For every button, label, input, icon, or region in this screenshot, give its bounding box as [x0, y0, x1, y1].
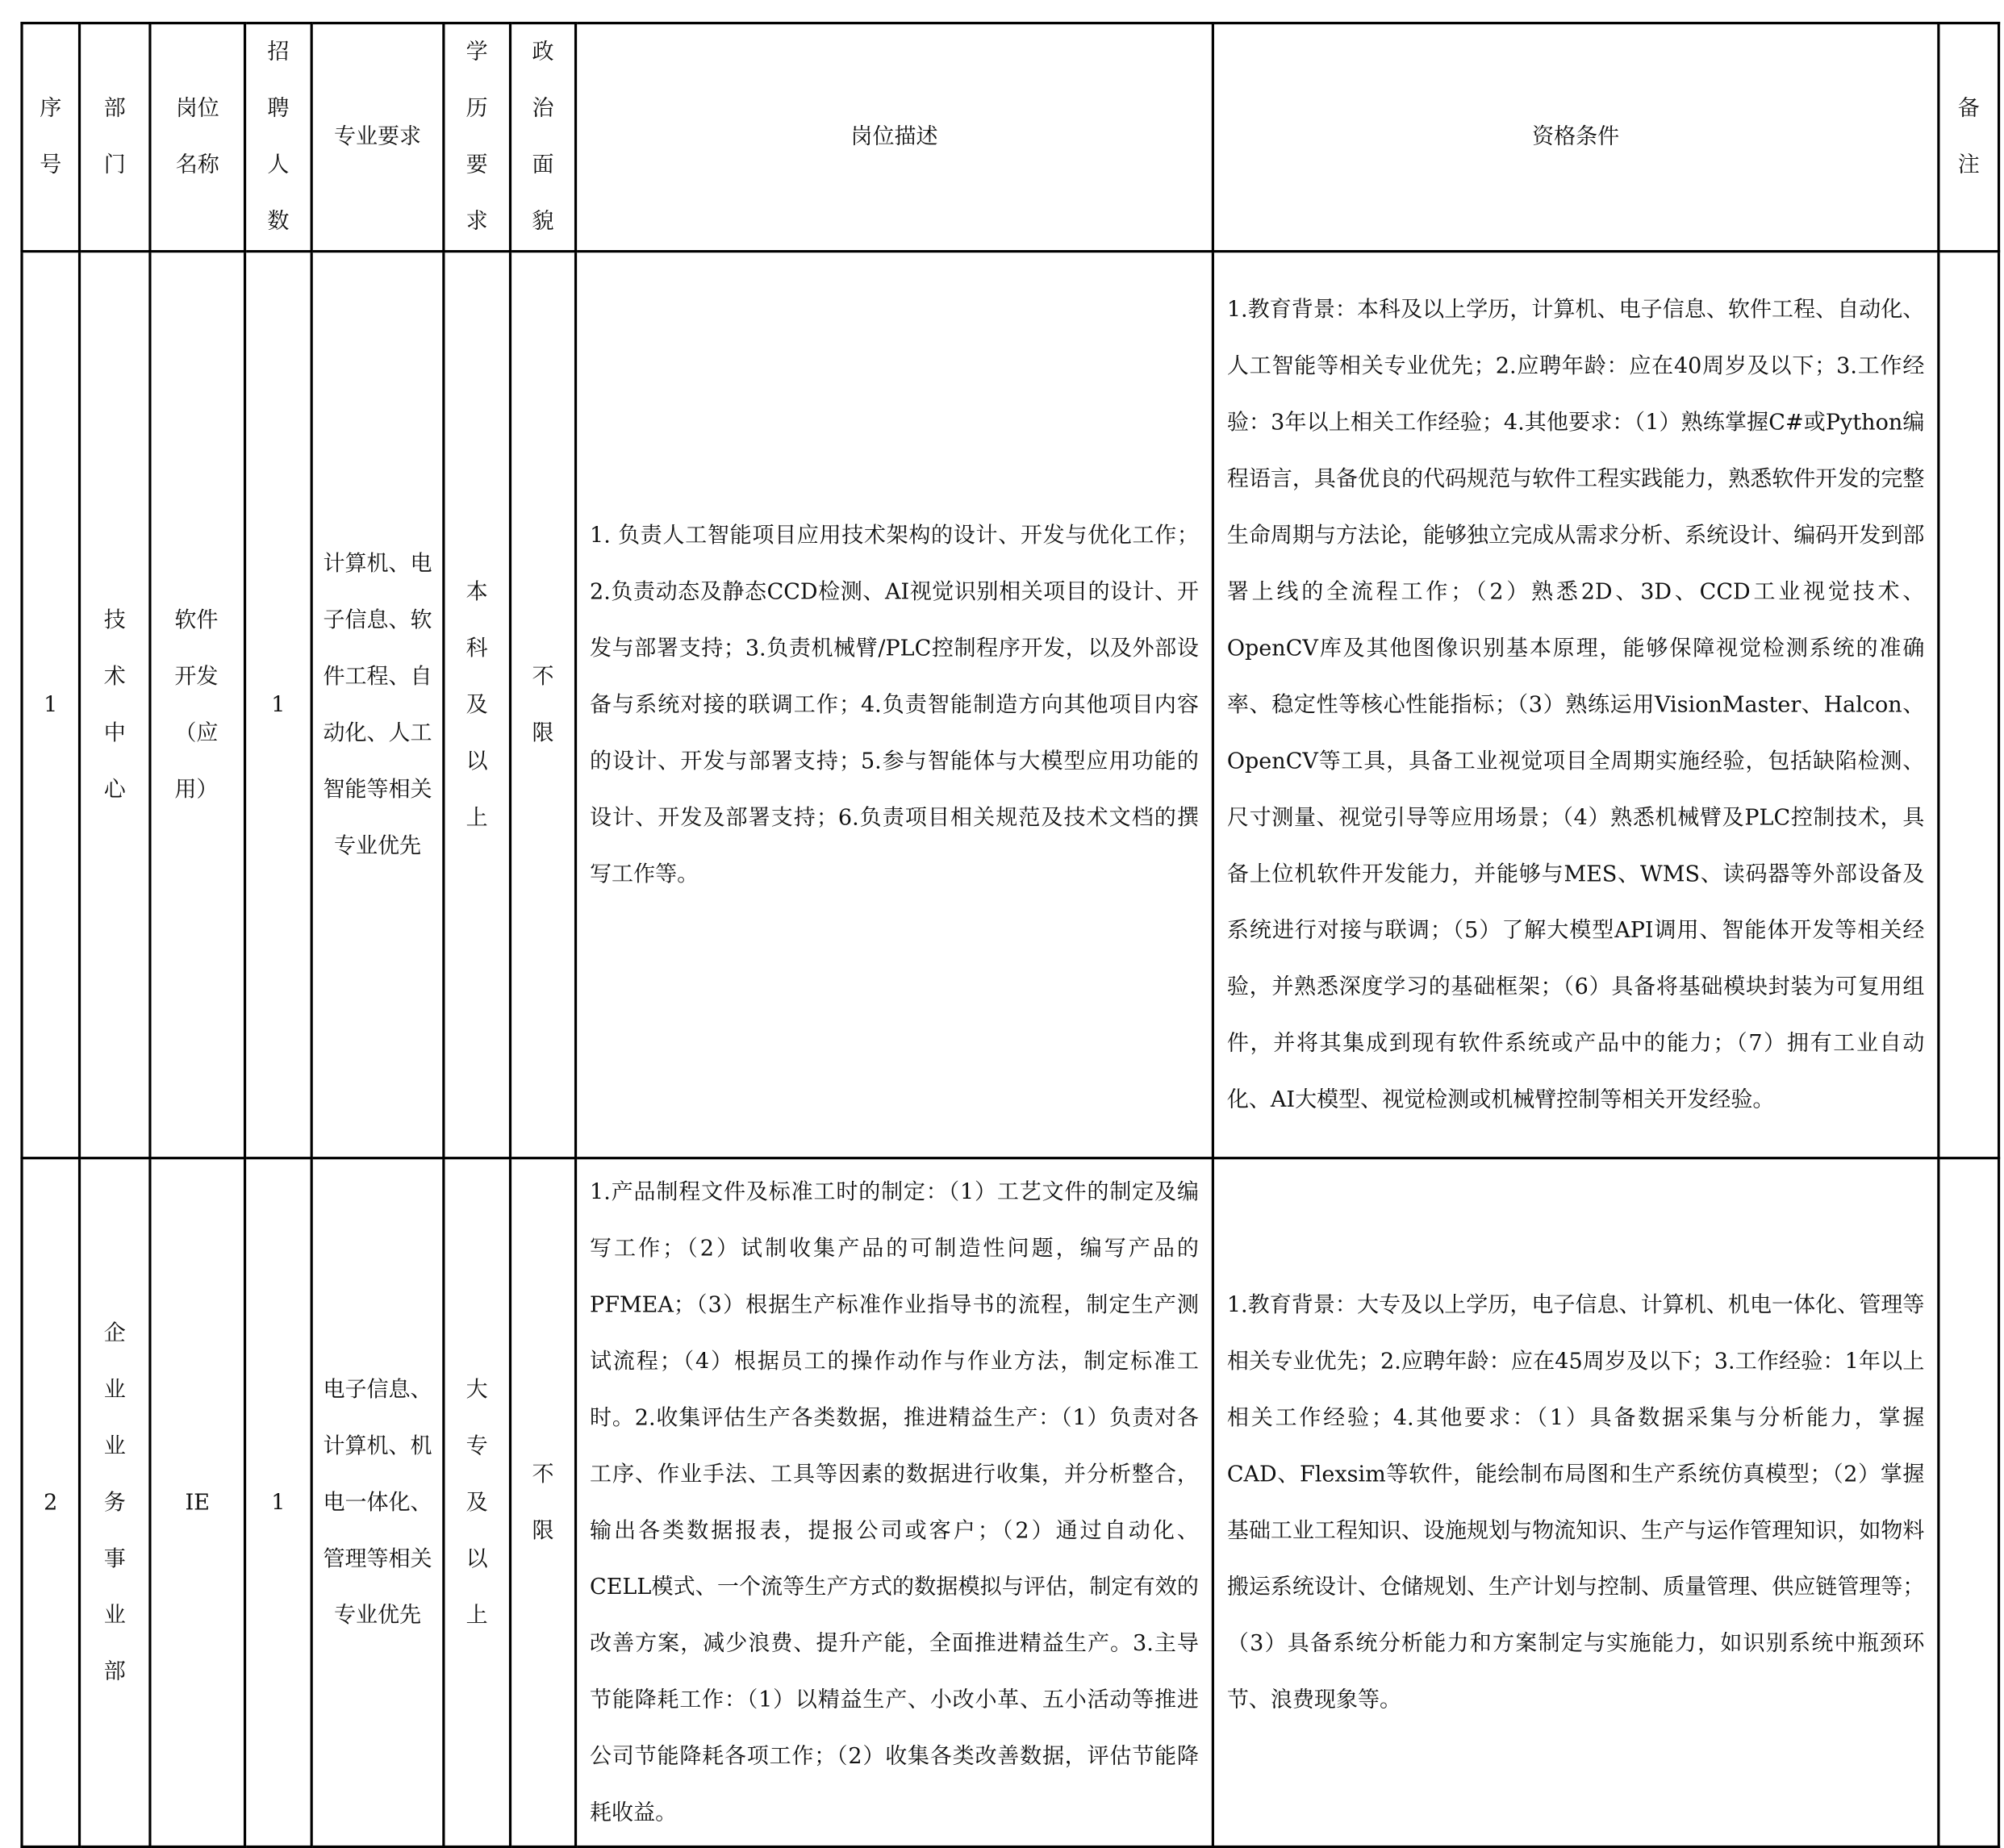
cell-education: 大专及以上 — [444, 1158, 511, 1847]
cell-seq: 1 — [22, 252, 80, 1158]
cell-qualifications: 1.教育背景：大专及以上学历，电子信息、计算机、机电一体化、管理等相关专业优先；2.应聘年龄：应在45周岁及以下；3.工作经验：1年以上相关工作经验；4.其他要求：（1）具备数据采集与分析能力，掌握CAD、Flexsim等软件，能绘制布局图和生产系统仿真模型；（2）掌握基础工业工程知识、设施规划与物流知识、生产与运作管理知识，如物料搬运系统设计、仓储规划、生产计划与控制、质量管理、供应链管理等；（3）具备系统分析能力和方案制定与实施能力，如识别系统中瓶颈环节、浪费现象等。 — [1213, 1158, 1938, 1847]
header-political: 政治面貌 — [511, 23, 576, 252]
cell-political: 不限 — [511, 252, 576, 1158]
cell-description: 1.产品制程文件及标准工时的制定：（1）工艺文件的制定及编写工作；（2）试制收集产品的可制造性问题，编写产品的PFMEA；（3）根据生产标准作业指导书的流程，制定生产测试流程；（4）根据员工的操作动作与作业方法，制定标准工时。2.收集评估生产各类数据，推进精益生产：（1）负责对各工序、作业手法、工具等因素的数据进行收集，并分析整合，输出各类数据报表，提报公司或客户；（2）通过自动化、CELL模式、一个流等生产方式的数据模拟与评估，制定有效的改善方案，减少浪费、提升产能，全面推进精益生产。3.主导节能降耗工作：（1）以精益生产、小改小革、五小活动等推进公司节能降耗各项工作；（2）收集各类改善数据，评估节能降耗收益。 — [576, 1158, 1213, 1847]
header-row — [22, 23, 1999, 252]
table-row — [22, 252, 1999, 1158]
cell-position: 软件开发（应用） — [150, 252, 245, 1158]
header-description: 岗位描述 — [576, 23, 1213, 252]
cell-major: 电子信息、计算机、机电一体化、管理等相关专业优先 — [311, 1158, 444, 1847]
cell-count: 1 — [245, 1158, 312, 1847]
cell-political: 不限 — [511, 1158, 576, 1847]
cell-count: 1 — [245, 252, 312, 1158]
header-seq: 序号 — [22, 23, 80, 252]
cell-major: 计算机、电子信息、软件工程、自动化、人工智能等相关专业优先 — [311, 252, 444, 1158]
header-count: 招聘人数 — [245, 23, 312, 252]
header-dept: 部门 — [80, 23, 150, 252]
table-row — [22, 1158, 1999, 1847]
cell-education: 本科及以上 — [444, 252, 511, 1158]
cell-seq: 2 — [22, 1158, 80, 1847]
header-remarks: 备注 — [1939, 23, 1999, 252]
recruitment-table — [20, 22, 2000, 1848]
header-qualifications: 资格条件 — [1213, 23, 1938, 252]
cell-position: IE — [150, 1158, 245, 1847]
cell-dept: 技术中心 — [80, 252, 150, 1158]
cell-qualifications: 1.教育背景：本科及以上学历，计算机、电子信息、软件工程、自动化、人工智能等相关专业优先；2.应聘年龄：应在40周岁及以下；3.工作经验：3年以上相关工作经验；4.其他要求：（1）熟练掌握C#或Python编程语言，具备优良的代码规范与软件工程实践能力，熟悉软件开发的完整生命周期与方法论，能够独立完成从需求分析、系统设计、编码开发到部署上线的全流程工作；（2）熟悉2D、3D、CCD工业视觉技术、OpenCV库及其他图像识别基本原理，能够保障视觉检测系统的准确率、稳定性等核心性能指标；（3）熟练运用VisionMaster、Halcon、OpenCV等工具，具备工业视觉项目全周期实施经验，包括缺陷检测、尺寸测量、视觉引导等应用场景；（4）熟悉机械臂及PLC控制技术，具备上位机软件开发能力，并能够与MES、WMS、读码器等外部设备及系统进行对接与联调；（5）了解大模型API调用、智能体开发等相关经验，并熟悉深度学习的基础框架；（6）具备将基础模块封装为可复用组件，并将其集成到现有软件系统或产品中的能力；（7）拥有工业自动化、AI大模型、视觉检测或机械臂控制等相关开发经验。 — [1213, 252, 1938, 1158]
header-education: 学历要求 — [444, 23, 511, 252]
header-major: 专业要求 — [311, 23, 444, 252]
cell-remarks — [1939, 252, 1999, 1158]
cell-description: 1. 负责人工智能项目应用技术架构的设计、开发与优化工作；2.负责动态及静态CCD检测、AI视觉识别相关项目的设计、开发与部署支持；3.负责机械臂/PLC控制程序开发，以及外部设备与系统对接的联调工作；4.负责智能制造方向其他项目内容的设计、开发与部署支持；5.参与智能体与大模型应用功能的设计、开发及部署支持；6.负责项目相关规范及技术文档的撰写工作等。 — [576, 252, 1213, 1158]
header-position: 岗位名称 — [150, 23, 245, 252]
cell-remarks — [1939, 1158, 1999, 1847]
cell-dept: 企业业务事业部 — [80, 1158, 150, 1847]
